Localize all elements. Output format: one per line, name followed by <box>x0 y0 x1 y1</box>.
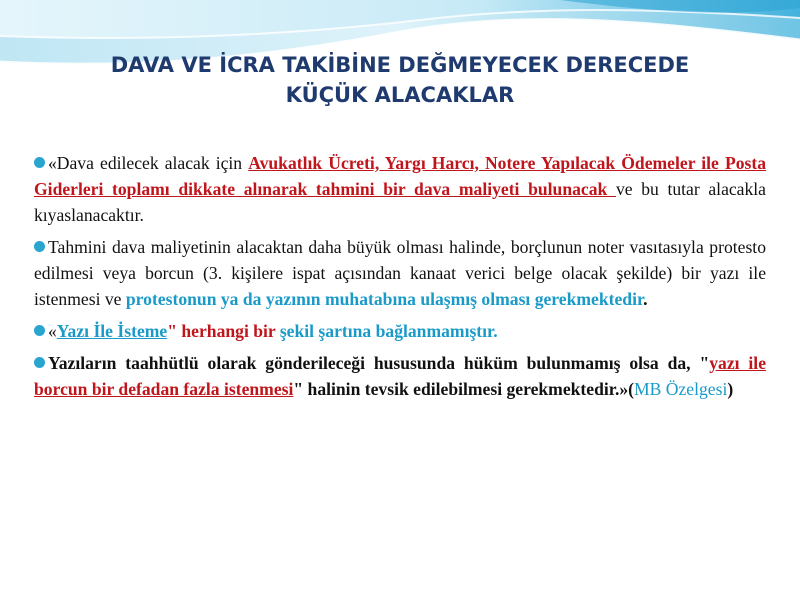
paragraph-3 <box>34 318 766 344</box>
p4-mid: " halinin tevsik edilebilmesi gerekmektedir.»( <box>293 379 635 399</box>
p3-link[interactable]: Yazı İle İsteme <box>56 321 168 341</box>
slide-body <box>34 150 766 408</box>
p4-lead: Yazıların taahhütlü olarak gönderileceği hususunda hüküm bulunmamış olsa da, " <box>48 353 710 373</box>
bullet-icon <box>34 157 45 168</box>
p2-highlight: protestonun ya da yazının muhatabına ulaşmış olması gerekmektedir <box>125 289 644 309</box>
p3-red: " herhangi bir <box>167 321 280 341</box>
p1-highlight: Avukatlık Ücreti, Yargı Harcı, Notere Yapılacak Ödemeler ile Posta Giderleri toplamı dikkate alınarak tahmini bir dava maliyeti bulunacak <box>34 153 766 199</box>
p2-tail: . <box>643 289 648 309</box>
paragraph-2 <box>34 234 766 312</box>
p3-cyan: şekil şartına bağlanmamıştır. <box>279 321 498 341</box>
p1-tail: ve bu tutar alacakla kıyaslanacaktır. <box>34 179 766 225</box>
p4-close: ) <box>727 379 734 399</box>
bullet-icon <box>34 325 45 336</box>
p4-source: MB Özelgesi <box>634 379 728 399</box>
bullet-icon <box>34 357 45 368</box>
title-line-1: DAVA VE İCRA TAKİBİNE DEĞMEYECEK DERECEDE <box>110 53 690 77</box>
p4-red: yazı ile borcun bir defadan fazla istenmesi <box>34 353 766 399</box>
p2-lead: Tahmini dava maliyetinin alacaktan daha büyük olması halinde, borçlunun noter vasıtasıyla protesto edilmesi veya borcun (3. kişilere ispat açısından kanaat verici belge olacak şekilde) bir yazı ile istenmesi ve <box>34 237 766 309</box>
paragraph-4 <box>34 350 766 402</box>
p3-open: « <box>48 321 57 341</box>
slide-title <box>30 50 770 110</box>
paragraph-1 <box>34 150 766 228</box>
bullet-icon <box>34 241 45 252</box>
title-line-2: KÜÇÜK ALACAKLAR <box>285 83 515 107</box>
p1-lead: «Dava edilecek alacak için <box>48 153 249 173</box>
